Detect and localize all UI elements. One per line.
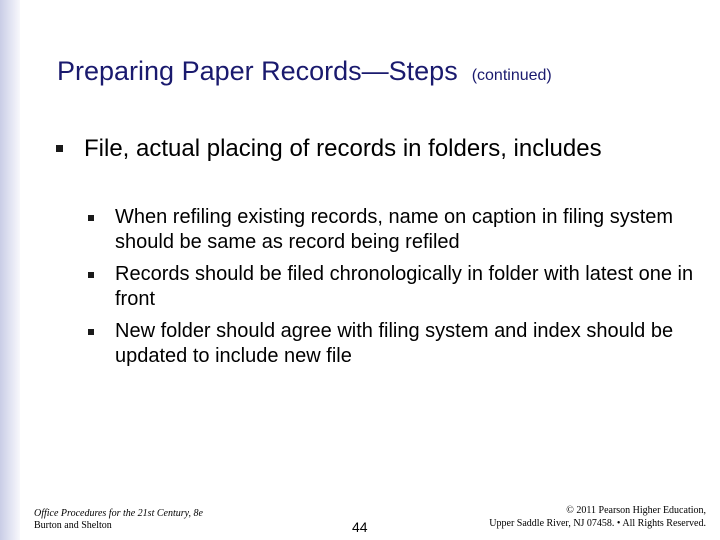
square-bullet-icon xyxy=(88,329,94,335)
sub-bullet-list xyxy=(115,205,695,376)
footer-copyright xyxy=(489,504,706,530)
title-suffix: (continued) xyxy=(471,67,552,84)
square-bullet-icon xyxy=(56,145,63,152)
sub-bullet-text: Records should be filed chronologically in folder with latest one in front xyxy=(115,263,694,310)
sub-bullet-item xyxy=(115,319,695,369)
square-bullet-icon xyxy=(88,215,94,221)
sub-bullet-text: When refiling existing records, name on caption in filing system should be same as record being refiled xyxy=(115,206,674,253)
title-text: Preparing Paper Records—Steps xyxy=(57,56,458,86)
copyright-line-1: © 2011 Pearson Higher Education, xyxy=(566,505,706,516)
footer-authors: Burton and Shelton xyxy=(34,520,112,531)
decorative-side-bar xyxy=(0,0,20,540)
bullet-level-1-text: File, actual placing of records in folders, includes xyxy=(84,135,602,162)
footer-book-info xyxy=(34,508,203,532)
slide-title xyxy=(57,56,552,87)
sub-bullet-item xyxy=(115,205,695,255)
square-bullet-icon xyxy=(88,272,94,278)
bullet-level-1 xyxy=(84,134,644,164)
page-number: 44 xyxy=(352,519,368,535)
sub-bullet-text: New folder should agree with filing system and index should be updated to include new file xyxy=(115,320,674,367)
sub-bullet-item xyxy=(115,262,695,312)
copyright-line-2: Upper Saddle River, NJ 07458. • All Rights Reserved. xyxy=(489,518,706,529)
footer-book-title: Office Procedures for the 21st Century, 8e xyxy=(34,508,203,519)
